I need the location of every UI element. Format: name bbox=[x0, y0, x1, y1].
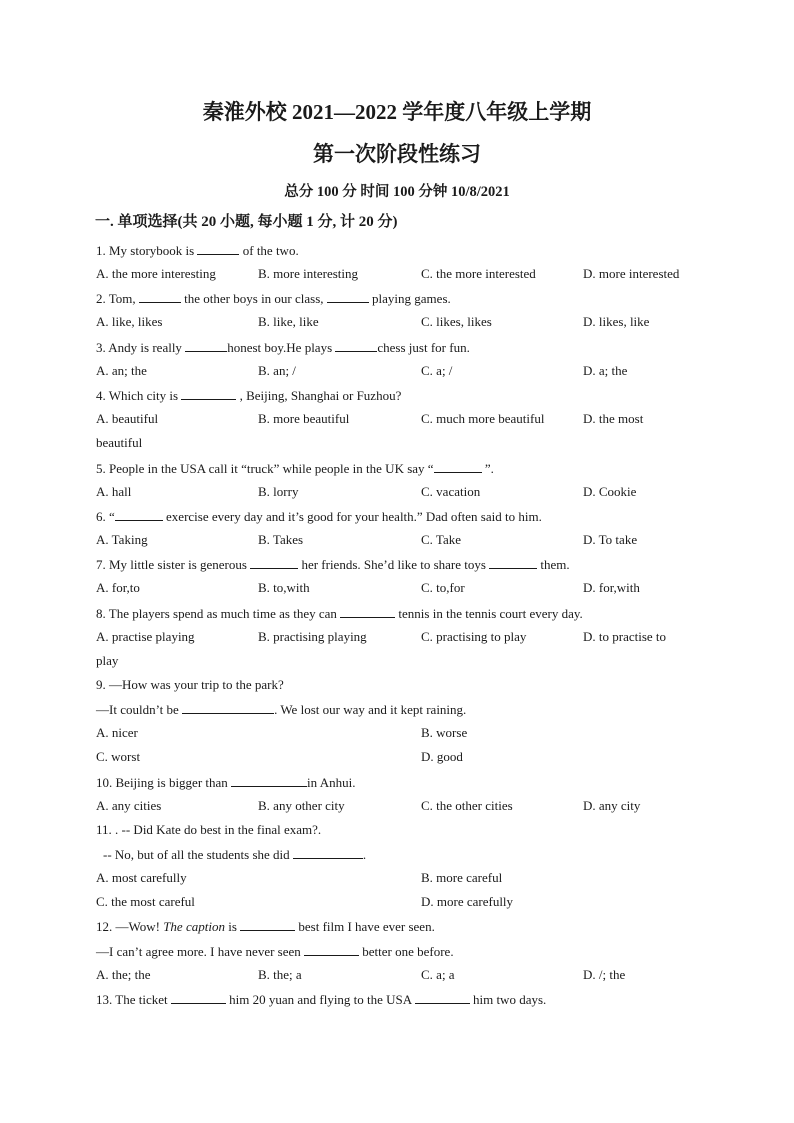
question-7: 7. My little sister is generous her friends. She’d like to share toys them. bbox=[96, 557, 570, 572]
question-13: 13. The ticket him 20 yuan and flying to the USA him two days. bbox=[96, 992, 547, 1007]
option-b: B. an; / bbox=[258, 363, 296, 378]
option-d: D. for,with bbox=[583, 580, 640, 595]
option-d: D. likes, like bbox=[583, 314, 650, 329]
option-c: C. a; / bbox=[421, 363, 453, 378]
option-a: A. any cities bbox=[96, 798, 162, 813]
option-a: A. the more interesting bbox=[96, 266, 216, 281]
question-5: 5. People in the USA call it “truck” while people in the UK say “ ”. bbox=[96, 461, 494, 476]
option-d: D. the most bbox=[583, 411, 644, 426]
option-c: C. the more interested bbox=[421, 266, 536, 281]
answer-blank bbox=[240, 918, 295, 931]
answer-blank bbox=[231, 774, 307, 787]
option-b: B. the; a bbox=[258, 967, 302, 982]
option-a: A. hall bbox=[96, 484, 132, 499]
option-b: B. lorry bbox=[258, 484, 299, 499]
film-title: The caption bbox=[163, 919, 225, 934]
option-a: A. for,to bbox=[96, 580, 140, 595]
option-a: A. like, likes bbox=[96, 314, 163, 329]
exam-title: 秦淮外校 2021—2022 学年度八年级上学期 bbox=[202, 100, 592, 124]
option-d: D. good bbox=[421, 749, 463, 764]
option-c: C. vacation bbox=[421, 484, 481, 499]
option-b: B. to,with bbox=[258, 580, 310, 595]
option-b: B. like, like bbox=[258, 314, 319, 329]
option-d: D. to practise to bbox=[583, 629, 667, 644]
option-a: A. the; the bbox=[96, 967, 151, 982]
question-9-reply: —It couldn’t be . We lost our way and it kept raining. bbox=[96, 702, 467, 717]
option-a: A. practise playing bbox=[96, 629, 195, 644]
option-c: C. much more beautiful bbox=[421, 411, 545, 426]
option-b: B. practising playing bbox=[258, 629, 367, 644]
option-c: C. the other cities bbox=[421, 798, 513, 813]
option-b: B. any other city bbox=[258, 798, 345, 813]
answer-blank bbox=[185, 339, 227, 352]
question-6: 6. “ exercise every day and it’s good for your health.” Dad often said to him. bbox=[96, 509, 542, 524]
option-c: C. the most careful bbox=[96, 894, 195, 909]
answer-blank bbox=[327, 290, 369, 303]
question-11: 11. . -- Did Kate do best in the final exam?. bbox=[96, 822, 322, 837]
answer-blank bbox=[335, 339, 377, 352]
answer-blank bbox=[197, 242, 239, 255]
question-9: 9. —How was your trip to the park? bbox=[96, 677, 284, 692]
option-b: B. more beautiful bbox=[258, 411, 350, 426]
option-c: C. Take bbox=[421, 532, 462, 547]
option-a: A. nicer bbox=[96, 725, 138, 740]
question-11-reply: -- No, but of all the students she did . bbox=[103, 847, 367, 862]
exam-subtitle: 第一次阶段性练习 bbox=[313, 142, 481, 166]
option-b: B. Takes bbox=[258, 532, 304, 547]
question-1: 1. My storybook is of the two. bbox=[96, 243, 299, 258]
option-c: C. practising to play bbox=[421, 629, 527, 644]
option-a: A. Taking bbox=[96, 532, 148, 547]
section-heading: 一. 单项选择(共 20 小题, 每小题 1 分, 计 20 分) bbox=[95, 214, 398, 230]
option-b: B. more interesting bbox=[258, 266, 359, 281]
option-d: D. more interested bbox=[583, 266, 680, 281]
answer-blank bbox=[489, 556, 537, 569]
answer-blank bbox=[139, 290, 181, 303]
answer-blank bbox=[115, 508, 163, 521]
option-b: B. worse bbox=[421, 725, 468, 740]
question-10: 10. Beijing is bigger than in Anhui. bbox=[96, 775, 356, 790]
option-a: A. beautiful bbox=[96, 411, 159, 426]
option-c: C. likes, likes bbox=[421, 314, 492, 329]
answer-blank bbox=[181, 387, 236, 400]
option-b: B. more careful bbox=[421, 870, 503, 885]
option-d: D. any city bbox=[583, 798, 641, 813]
option-c: C. worst bbox=[96, 749, 141, 764]
answer-blank bbox=[304, 943, 359, 956]
question-12-reply: —I can’t agree more. I have never seen better one before. bbox=[96, 944, 454, 959]
answer-blank bbox=[250, 556, 298, 569]
question-4: 4. Which city is , Beijing, Shanghai or Fuzhou? bbox=[96, 388, 402, 403]
exam-meta: 总分 100 分 时间 100 分钟 10/8/2021 bbox=[284, 184, 510, 200]
question-12: 12. —Wow! The caption is best film I have ever seen. bbox=[96, 919, 435, 934]
option-d: D. a; the bbox=[583, 363, 628, 378]
answer-blank bbox=[434, 460, 482, 473]
answer-blank bbox=[293, 846, 363, 859]
option-d-wrap: beautiful bbox=[96, 435, 143, 450]
answer-blank bbox=[182, 701, 274, 714]
question-8: 8. The players spend as much time as they can tennis in the tennis court every day. bbox=[96, 606, 583, 621]
answer-blank bbox=[415, 991, 470, 1004]
option-a: A. most carefully bbox=[96, 870, 187, 885]
option-c: C. a; a bbox=[421, 967, 455, 982]
option-d: D. To take bbox=[583, 532, 638, 547]
option-d: D. more carefully bbox=[421, 894, 514, 909]
question-3: 3. Andy is really honest boy.He plays chess just for fun. bbox=[96, 340, 470, 355]
question-2: 2. Tom, the other boys in our class, playing games. bbox=[96, 291, 451, 306]
option-d-wrap: play bbox=[96, 653, 119, 668]
option-a: A. an; the bbox=[96, 363, 147, 378]
option-d: D. /; the bbox=[583, 967, 626, 982]
option-d: D. Cookie bbox=[583, 484, 637, 499]
answer-blank bbox=[340, 605, 395, 618]
answer-blank bbox=[171, 991, 226, 1004]
option-c: C. to,for bbox=[421, 580, 465, 595]
